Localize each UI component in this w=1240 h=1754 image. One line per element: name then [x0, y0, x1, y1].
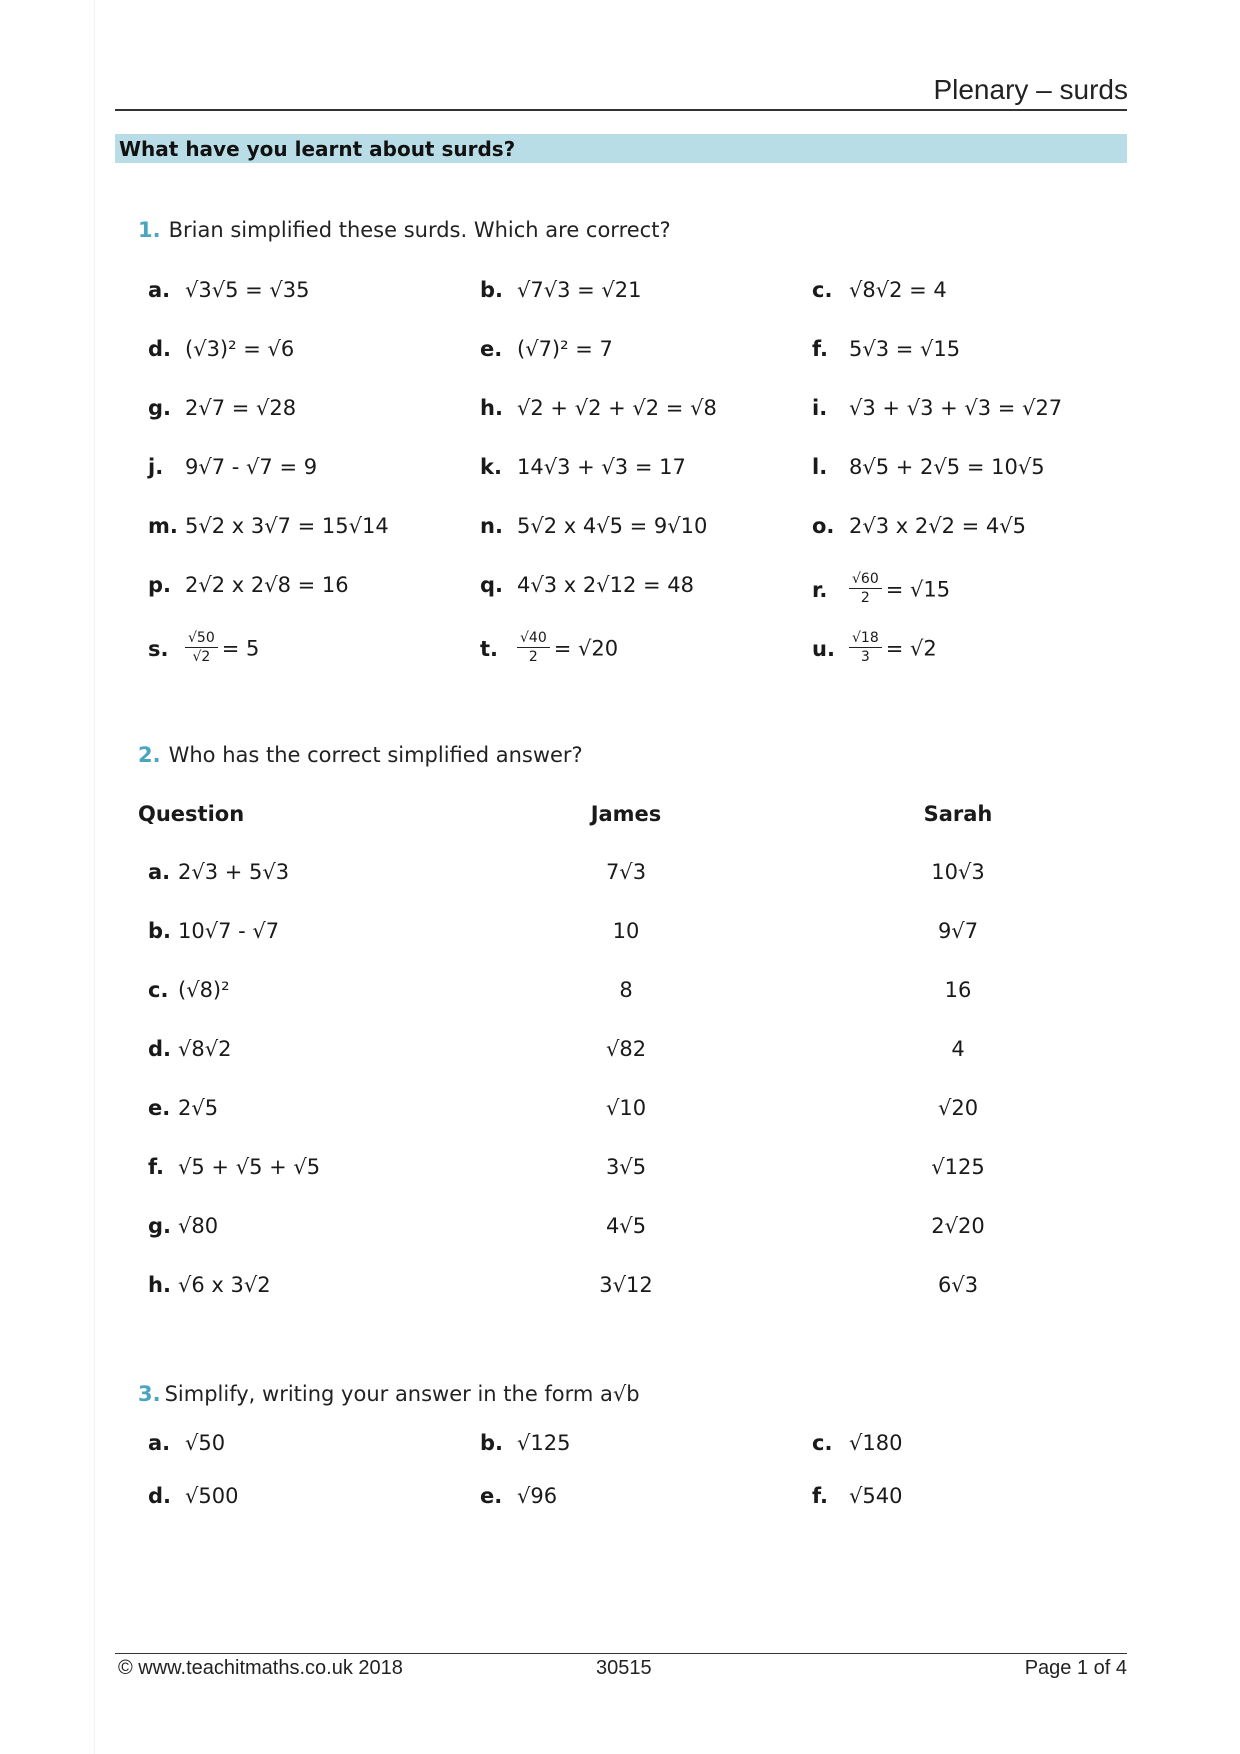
page-edge [94, 0, 95, 1754]
item-expression: (√3)² = √6 [185, 337, 295, 361]
item-label: l. [812, 455, 828, 479]
surd-item [148, 573, 349, 597]
table-row-question [148, 978, 230, 1002]
item-label: j. [148, 455, 164, 479]
surd-item [812, 514, 1026, 538]
row-question: √8√2 [178, 1037, 232, 1061]
item-expression: 9√7 - √7 = 9 [185, 455, 318, 479]
item-expression: 5√3 = √15 [849, 337, 961, 361]
item-label: n. [480, 514, 503, 538]
item-expression: 8√5 + 2√5 = 10√5 [849, 455, 1045, 479]
surd-item [480, 455, 686, 479]
sarah-answer: 6√3 [937, 1273, 979, 1297]
question-prompt: Who has the correct simplified answer? [168, 743, 583, 767]
row-question: 10√7 - √7 [178, 919, 280, 943]
surd-item [148, 396, 296, 420]
item-expression: √125 [517, 1431, 571, 1455]
item-label: e. [480, 337, 503, 361]
item-expression: 14√3 + √3 = 17 [517, 455, 686, 479]
footer-page-number: Page 1 of 4 [1024, 1657, 1127, 1679]
footer-divider [115, 1653, 1127, 1654]
surd-item [148, 455, 317, 479]
james-answer: 4√5 [605, 1214, 647, 1238]
fraction-denominator: 2 [860, 590, 870, 607]
item-label: f. [812, 337, 828, 361]
surd-item [480, 278, 642, 302]
simplify-item [148, 1431, 225, 1455]
row-question: (√8)² [178, 978, 230, 1002]
item-label: f. [812, 1484, 828, 1508]
item-expression: 5√2 x 3√7 = 15√14 [185, 514, 389, 538]
item-expression: √96 [517, 1484, 558, 1508]
surd-item [812, 337, 960, 361]
row-label: d. [148, 1037, 172, 1061]
surd-item [812, 278, 947, 302]
fraction-denominator: 2 [528, 649, 538, 666]
item-expression: = 5 [221, 636, 260, 661]
item-expression: = √2 [885, 636, 937, 661]
fraction [849, 571, 882, 606]
question-number: 3. [138, 1382, 161, 1406]
header-divider [115, 109, 1127, 111]
item-expression: = √20 [553, 636, 619, 661]
question-prompt: Brian simplified these surds. Which are correct? [168, 218, 671, 242]
footer-copyright: © www.teachitmaths.co.uk 2018 [118, 1657, 403, 1679]
surd-item [148, 337, 294, 361]
fraction [849, 630, 882, 665]
james-answer: 8 [619, 978, 633, 1002]
simplify-item [480, 1431, 570, 1455]
item-label: i. [812, 396, 828, 420]
item-label: d. [148, 337, 172, 361]
fraction-numerator: √60 [849, 571, 882, 589]
sarah-answer: √20 [937, 1096, 979, 1120]
question-number: 2. [138, 743, 161, 767]
item-label: c. [812, 1431, 833, 1455]
item-label: o. [812, 514, 835, 538]
fraction-denominator: 3 [860, 649, 870, 666]
row-label: e. [148, 1096, 171, 1120]
sarah-answer: 2√20 [931, 1214, 985, 1238]
item-expression: 2√3 x 2√2 = 4√5 [849, 514, 1027, 538]
row-label: c. [148, 978, 169, 1002]
item-label: m. [148, 514, 178, 538]
page-title: Plenary – surds [933, 74, 1128, 105]
james-answer: √82 [605, 1037, 647, 1061]
surd-item [812, 632, 937, 667]
item-expression: √2 + √2 + √2 = √8 [517, 396, 717, 420]
simplify-item [812, 1484, 902, 1508]
fraction-denominator: √2 [192, 649, 211, 666]
item-expression: √180 [849, 1431, 903, 1455]
banner-text: What have you learnt about surds? [119, 137, 516, 161]
james-answer: 10 [612, 919, 640, 943]
james-answer: 3√5 [605, 1155, 647, 1179]
item-label: a. [148, 278, 171, 302]
item-label: t. [480, 636, 499, 661]
item-expression: √8√2 = 4 [849, 278, 947, 302]
footer-code: 30515 [596, 1657, 652, 1679]
question-prompt: Simplify, writing your answer in the form a√b [164, 1382, 640, 1406]
item-label: a. [148, 1431, 171, 1455]
fraction [185, 630, 218, 665]
james-answer: 3√12 [599, 1273, 653, 1297]
item-expression: 5√2 x 4√5 = 9√10 [517, 514, 708, 538]
item-label: e. [480, 1484, 503, 1508]
column-header-question: Question [138, 802, 245, 826]
row-label: f. [148, 1155, 164, 1179]
sarah-answer: 10√3 [931, 860, 985, 884]
row-label: h. [148, 1273, 171, 1297]
table-row-question [148, 1273, 271, 1297]
item-label: g. [148, 396, 172, 420]
table-row-question [148, 1037, 231, 1061]
item-expression: √50 [185, 1431, 226, 1455]
james-answer: 7√3 [605, 860, 647, 884]
item-expression: √3√5 = √35 [185, 278, 310, 302]
row-label: g. [148, 1214, 172, 1238]
surd-item [812, 573, 950, 608]
item-expression: 2√7 = √28 [185, 396, 297, 420]
sarah-answer: √125 [931, 1155, 985, 1179]
fraction-numerator: √50 [185, 630, 218, 648]
item-label: s. [148, 636, 169, 661]
row-question: √80 [178, 1214, 219, 1238]
surd-item [480, 337, 613, 361]
fraction-numerator: √40 [517, 630, 550, 648]
row-question: √6 x 3√2 [178, 1273, 271, 1297]
item-expression: (√7)² = 7 [517, 337, 613, 361]
surd-item [148, 514, 389, 538]
item-label: b. [480, 1431, 504, 1455]
table-row-question [148, 919, 279, 943]
sarah-answer: 16 [944, 978, 972, 1002]
row-question: √5 + √5 + √5 [178, 1155, 321, 1179]
surd-item [148, 632, 259, 667]
surd-item [480, 632, 618, 667]
james-answer: √10 [605, 1096, 647, 1120]
item-expression: 2√2 x 2√8 = 16 [185, 573, 349, 597]
surd-item [480, 514, 707, 538]
row-label: b. [148, 919, 172, 943]
item-expression: √540 [849, 1484, 903, 1508]
item-label: d. [148, 1484, 172, 1508]
column-header-james: James [590, 802, 662, 826]
item-label: c. [812, 278, 833, 302]
table-row-question [148, 860, 289, 884]
row-label: a. [148, 860, 171, 884]
item-expression: 4√3 x 2√12 = 48 [517, 573, 695, 597]
surd-item [480, 396, 717, 420]
surd-item [812, 396, 1062, 420]
surd-item [480, 573, 694, 597]
surd-item [812, 455, 1045, 479]
simplify-item [148, 1484, 238, 1508]
table-row-question [148, 1096, 218, 1120]
item-label: h. [480, 396, 503, 420]
item-expression: √3 + √3 + √3 = √27 [849, 396, 1063, 420]
question-3-heading [138, 1382, 640, 1406]
row-question: 2√5 [178, 1096, 219, 1120]
sarah-answer: 4 [951, 1037, 965, 1061]
simplify-item [812, 1431, 902, 1455]
item-label: u. [812, 636, 835, 661]
table-row-question [148, 1155, 320, 1179]
item-label: k. [480, 455, 502, 479]
row-question: 2√3 + 5√3 [178, 860, 290, 884]
question-1-heading [138, 218, 671, 242]
question-number: 1. [138, 218, 161, 242]
item-label: b. [480, 278, 504, 302]
table-row-question [148, 1214, 218, 1238]
item-expression: = √15 [885, 577, 951, 602]
simplify-item [480, 1484, 557, 1508]
fraction-numerator: √18 [849, 630, 882, 648]
sarah-answer: 9√7 [937, 919, 979, 943]
section-banner [115, 134, 1127, 163]
item-label: r. [812, 577, 828, 602]
question-2-heading [138, 743, 583, 767]
surd-item [148, 278, 310, 302]
fraction [517, 630, 550, 665]
item-label: q. [480, 573, 504, 597]
item-expression: √500 [185, 1484, 239, 1508]
item-expression: √7√3 = √21 [517, 278, 642, 302]
item-label: p. [148, 573, 172, 597]
column-header-sarah: Sarah [923, 802, 993, 826]
